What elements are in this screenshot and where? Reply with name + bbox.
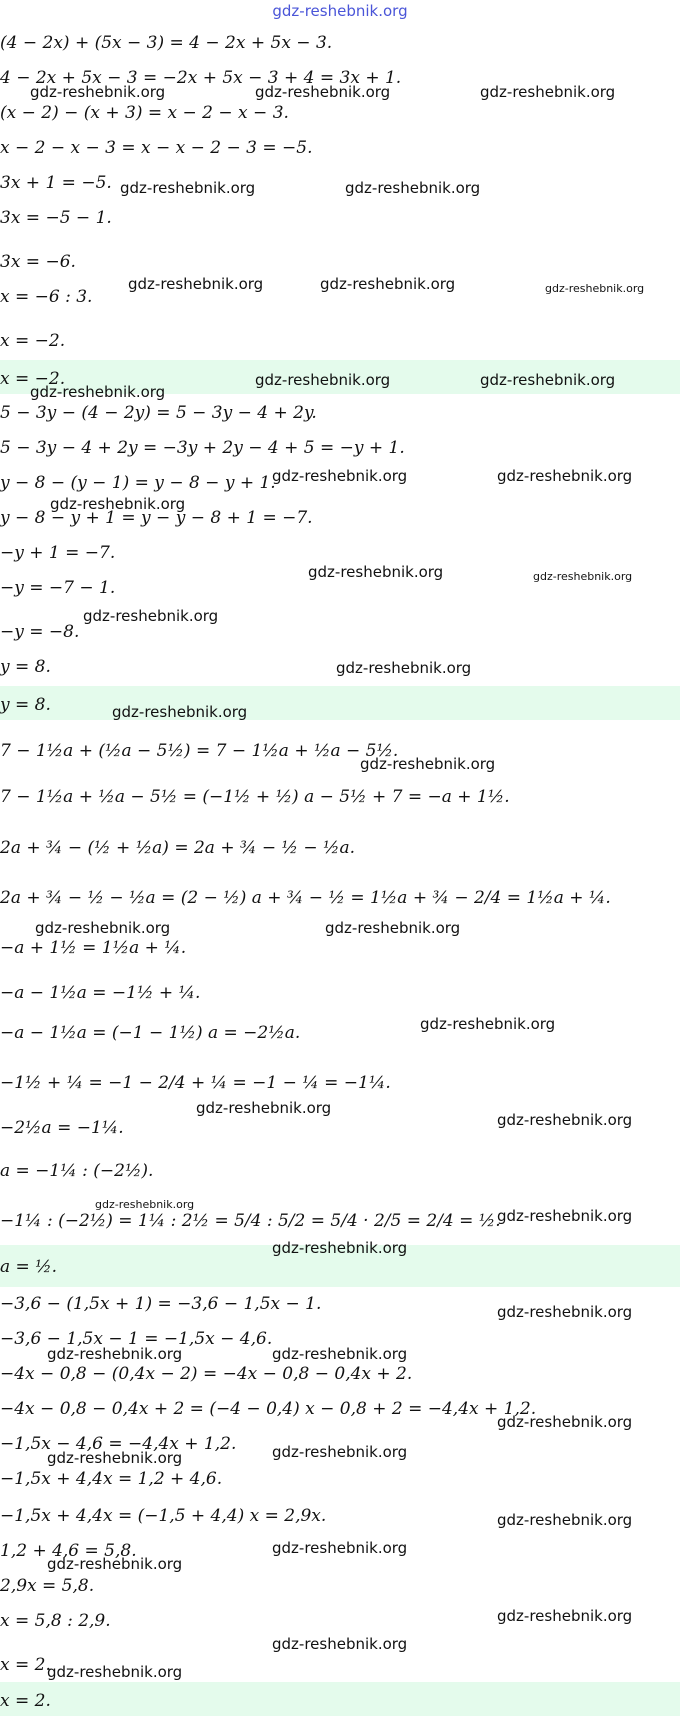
watermark: gdz-reshebnik.org — [420, 1015, 556, 1033]
solution-line: −y = −7 − 1. — [0, 578, 116, 598]
solution-line: 3x = −6. — [0, 252, 76, 272]
solution-line: 2a + ¾ − (½ + ½a) = 2a + ¾ − ½ − ½a. — [0, 838, 356, 858]
solution-line: 7 − 1½a + ½a − 5½ = (−1½ + ½) a − 5½ + 7 = −a + 1½. — [0, 787, 510, 807]
watermark: gdz-reshebnik.org — [255, 371, 391, 389]
solution-line: −1,5x + 4,4x = (−1,5 + 4,4) x = 2,9x. — [0, 1506, 327, 1526]
watermark: gdz-reshebnik.org — [272, 1239, 408, 1257]
watermark: gdz-reshebnik.org — [345, 179, 481, 197]
watermark: gdz-reshebnik.org — [120, 179, 256, 197]
solution-line: x = −2. — [0, 331, 66, 351]
watermark: gdz-reshebnik.org — [47, 1449, 183, 1467]
solution-line: −a + 1½ = 1½a + ¼. — [0, 938, 187, 958]
solution-line: −2½a = −1¼. — [0, 1118, 124, 1138]
solution-line: 2,9x = 5,8. — [0, 1576, 95, 1596]
watermark: gdz-reshebnik.org — [30, 83, 166, 101]
solution-line: y − 8 − (y − 1) = y − 8 − y + 1. — [0, 473, 276, 493]
solution-line: 5 − 3y − (4 − 2y) = 5 − 3y − 4 + 2y. — [0, 403, 317, 423]
watermark: gdz-reshebnik.org — [272, 1539, 408, 1557]
watermark: gdz-reshebnik.org — [533, 570, 633, 583]
watermark: gdz-reshebnik.org — [83, 607, 219, 625]
watermark: gdz-reshebnik.org — [497, 1207, 633, 1225]
watermark: gdz-reshebnik.org — [497, 1303, 633, 1321]
watermark: gdz-reshebnik.org — [272, 1345, 408, 1363]
solution-line: −1¼ : (−2½) = 1¼ : 2½ = 5/4 : 5/2 = 5/4 · 2/5 = 2/4 = ½. — [0, 1211, 501, 1231]
watermark: gdz-reshebnik.org — [320, 275, 456, 293]
solution-line: x = 5,8 : 2,9. — [0, 1611, 111, 1631]
solution-line: 5 − 3y − 4 + 2y = −3y + 2y − 4 + 5 = −y + 1. — [0, 438, 405, 458]
answer-highlight — [0, 1682, 680, 1716]
watermark: gdz-reshebnik.org — [308, 563, 444, 581]
solution-line: −a − 1½a = −1½ + ¼. — [0, 983, 201, 1003]
watermark: gdz-reshebnik.org — [35, 919, 171, 937]
solution-line: −4x − 0,8 − (0,4x − 2) = −4x − 0,8 − 0,4x + 2. — [0, 1364, 413, 1384]
answer-line: x = 2. — [0, 1691, 51, 1711]
answer-line: a = ½. — [0, 1257, 58, 1277]
solution-line: y − 8 − y + 1 = y − y − 8 + 1 = −7. — [0, 508, 313, 528]
watermark: gdz-reshebnik.org — [480, 371, 616, 389]
watermark: gdz-reshebnik.org — [30, 383, 166, 401]
watermark: gdz-reshebnik.org — [272, 1443, 408, 1461]
solution-line: −1,5x + 4,4x = 1,2 + 4,6. — [0, 1469, 223, 1489]
watermark: gdz-reshebnik.org — [497, 1111, 633, 1129]
watermark: gdz-reshebnik.org — [47, 1663, 183, 1681]
solution-line: −4x − 0,8 − 0,4x + 2 = (−4 − 0,4) x − 0,8 + 2 = −4,4x + 1,2. — [0, 1399, 537, 1419]
answer-line: y = 8. — [0, 695, 51, 715]
watermark: gdz-reshebnik.org — [336, 659, 472, 677]
watermark: gdz-reshebnik.org — [497, 467, 633, 485]
watermark: gdz-reshebnik.org — [360, 755, 496, 773]
solution-line: (x − 2) − (x + 3) = x − 2 − x − 3. — [0, 103, 289, 123]
solution-line: 3x + 1 = −5. — [0, 173, 112, 193]
solution-line: a = −1¼ : (−2½). — [0, 1161, 154, 1181]
solution-line: −3,6 − 1,5x − 1 = −1,5x − 4,6. — [0, 1329, 273, 1349]
watermark: gdz-reshebnik.org — [95, 1198, 195, 1211]
answer-highlight — [0, 686, 680, 720]
solution-line: 7 − 1½a + (½a − 5½) = 7 − 1½a + ½a − 5½. — [0, 741, 399, 761]
solution-line: −3,6 − (1,5x + 1) = −3,6 − 1,5x − 1. — [0, 1294, 322, 1314]
solution-line: x − 2 − x − 3 = x − x − 2 − 3 = −5. — [0, 138, 313, 158]
watermark: gdz-reshebnik.org — [272, 467, 408, 485]
watermark: gdz-reshebnik.org — [545, 282, 645, 295]
solution-line: −1½ + ¼ = −1 − 2/4 + ¼ = −1 − ¼ = −1¼. — [0, 1073, 391, 1093]
watermark: gdz-reshebnik.org — [47, 1345, 183, 1363]
watermark: gdz-reshebnik.org — [325, 919, 461, 937]
watermark: gdz-reshebnik.org — [497, 1511, 633, 1529]
watermark: gdz-reshebnik.org — [497, 1413, 633, 1431]
solution-line: −y + 1 = −7. — [0, 543, 116, 563]
solution-line: x = 2. — [0, 1655, 51, 1675]
solution-line: 1,2 + 4,6 = 5,8. — [0, 1541, 137, 1561]
solution-line: −a − 1½a = (−1 − 1½) a = −2½a. — [0, 1023, 301, 1043]
answer-line: x = −2. — [0, 369, 66, 389]
solution-line: 4 − 2x + 5x − 3 = −2x + 5x − 3 + 4 = 3x + 1. — [0, 68, 402, 88]
watermark: gdz-reshebnik.org — [255, 83, 391, 101]
solution-line: y = 8. — [0, 657, 51, 677]
watermark: gdz-reshebnik.org — [112, 703, 248, 721]
solution-line: x = −6 : 3. — [0, 287, 93, 307]
watermark: gdz-reshebnik.org — [128, 275, 264, 293]
watermark: gdz-reshebnik.org — [497, 1607, 633, 1625]
solution-line: (4 − 2x) + (5x − 3) = 4 − 2x + 5x − 3. — [0, 33, 333, 53]
solution-line: 3x = −5 − 1. — [0, 208, 112, 228]
watermark: gdz-reshebnik.org — [480, 83, 616, 101]
watermark: gdz-reshebnik.org — [272, 1635, 408, 1653]
solution-line: −1,5x − 4,6 = −4,4x + 1,2. — [0, 1434, 237, 1454]
watermark: gdz-reshebnik.org — [50, 495, 186, 513]
watermark: gdz-reshebnik.org — [196, 1099, 332, 1117]
solution-line: −y = −8. — [0, 622, 80, 642]
watermark: gdz-reshebnik.org — [47, 1555, 183, 1573]
solution-line: 2a + ¾ − ½ − ½a = (2 − ½) a + ¾ − ½ = 1½a + ¾ − 2/4 = 1½a + ¼. — [0, 888, 611, 908]
site-header[interactable]: gdz-reshebnik.org — [272, 2, 408, 20]
